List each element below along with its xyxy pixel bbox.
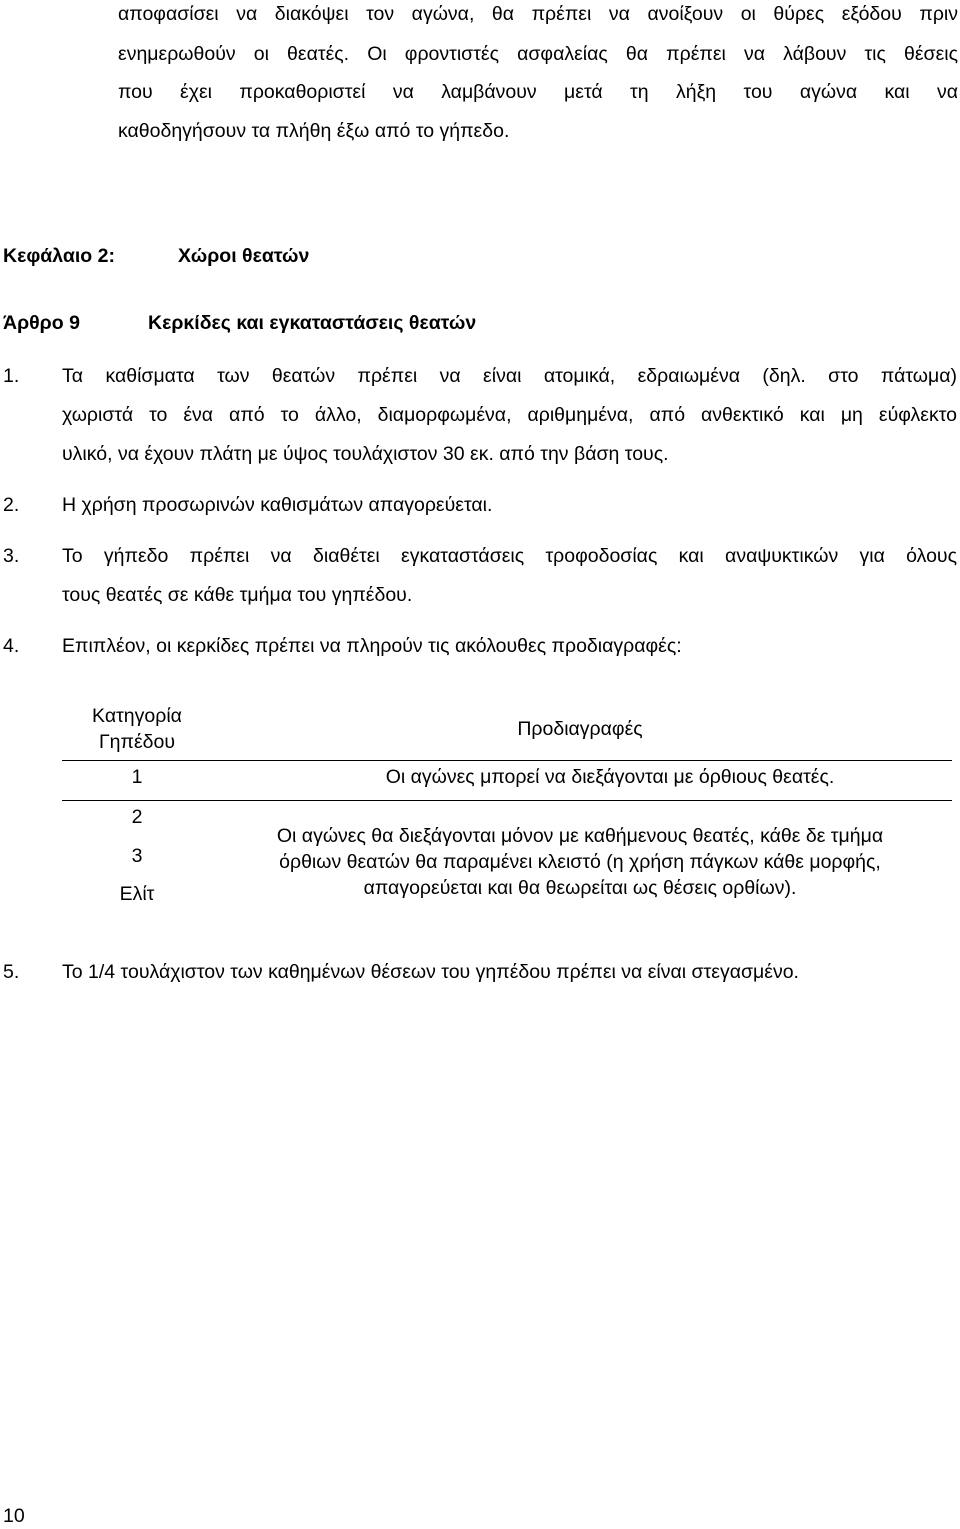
item-line: τους θεατές σε κάθε τμήμα του γηπέδου. <box>62 584 413 606</box>
table-rule <box>62 760 952 761</box>
item-line: Το 1/4 τουλάχιστον των καθημένων θέσεων του γηπέδου πρέπει να είναι στεγασμένο. <box>62 961 799 983</box>
item-number: 5. <box>3 961 20 983</box>
intro-line: που έχει προκαθοριστεί να λαμβάνουν μετά τη λήξη του αγώνα και να <box>118 81 958 103</box>
table-rule <box>62 800 952 801</box>
item-number: 4. <box>3 635 20 657</box>
item-line: Τα καθίσματα των θεατών πρέπει να είναι ατομικά, εδραιωμένα (δηλ. στο πάτωμα) <box>62 365 957 387</box>
table-header-specs: Προδιαγραφές <box>517 718 643 740</box>
article-label: Άρθρο 9 <box>3 312 80 334</box>
table-cell-spec: Οι αγώνες μπορεί να διεξάγονται με όρθιους θεατές. <box>385 766 835 788</box>
table-header-category: Κατηγορία <box>92 705 182 727</box>
table-cell-category: 3 <box>131 845 143 867</box>
item-line: υλικό, να έχουν πλάτη με ύψος τουλάχιστον 30 εκ. από την βάση τους. <box>62 443 669 465</box>
article-title: Κερκίδες και εγκαταστάσεις θεατών <box>148 312 477 334</box>
item-line: Η χρήση προσωρινών καθισμάτων απαγορεύεται. <box>62 494 493 516</box>
intro-line: αποφασίσει να διακόψει τον αγώνα, θα πρέπει να ανοίξουν οι θύρες εξόδου πριν <box>118 3 958 25</box>
table-cell-category: Ελίτ <box>119 883 155 905</box>
table-cell-spec: Οι αγώνες θα διεξάγονται μόνον με καθήμενους θεατές, κάθε δε τμήμα <box>276 825 884 847</box>
table-cell-spec: όρθιων θεατών θα παραμένει κλειστό (η χρήση πάγκων κάθε μορφής, <box>279 851 881 873</box>
item-number: 3. <box>3 545 20 567</box>
item-line: Το γήπεδο πρέπει να διαθέτει εγκαταστάσεις τροφοδοσίας και αναψυκτικών για όλους <box>62 545 957 567</box>
item-number: 2. <box>3 494 20 516</box>
table-cell-category: 1 <box>131 766 143 788</box>
chapter-title: Χώροι θεατών <box>178 245 310 267</box>
item-line: χωριστά το ένα από το άλλο, διαμορφωμένα, αριθμημένα, από ανθεκτικό και μη εύφλεκτο <box>62 404 957 426</box>
table-cell-spec: απαγορεύεται και θα θεωρείται ως θέσεις ορθίων). <box>363 877 797 899</box>
table-header-category: Γηπέδου <box>98 731 176 753</box>
table-cell-category: 2 <box>131 806 143 828</box>
intro-line: ενημερωθούν οι θεατές. Οι φροντιστές ασφαλείας θα πρέπει να λάβουν τις θέσεις <box>118 43 958 65</box>
item-line: Επιπλέον, οι κερκίδες πρέπει να πληρούν τις ακόλουθες προδιαγραφές: <box>62 635 682 657</box>
chapter-label: Κεφάλαιο 2: <box>3 245 115 267</box>
item-number: 1. <box>3 365 20 387</box>
intro-line: καθοδηγήσουν τα πλήθη έξω από το γήπεδο. <box>118 120 510 142</box>
page-number: 10 <box>3 1505 25 1527</box>
